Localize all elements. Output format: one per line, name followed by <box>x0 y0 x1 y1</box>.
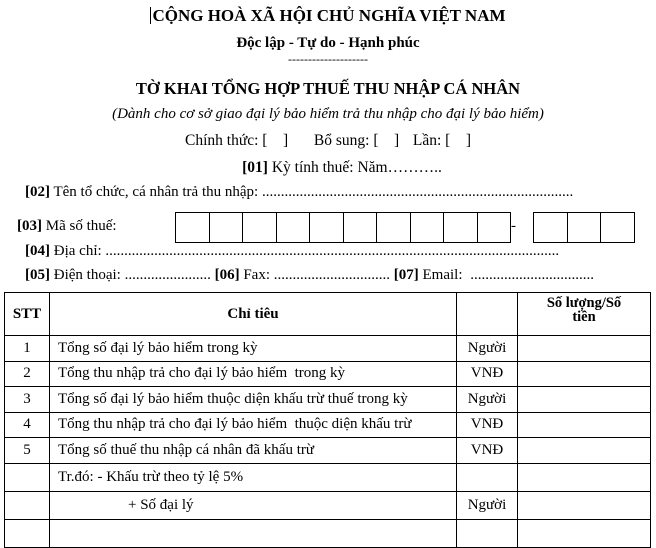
form-subtitle: (Dành cho cơ sở giao đại lý bảo hiểm trả thu nhập cho đại lý bảo hiểm) <box>112 106 544 122</box>
header-amount-line1: Số lượng/Số <box>546 295 622 311</box>
field-04-code: [04] <box>25 243 50 259</box>
row-indicator <box>50 519 457 547</box>
official-label: Chính thức: <box>185 132 259 149</box>
motto: Độc lập - Tự do - Hạnh phúc <box>236 35 420 51</box>
tax-code-digit-4[interactable] <box>276 212 310 243</box>
row-amount-input[interactable] <box>518 463 651 491</box>
row-stt <box>5 463 50 491</box>
row-unit <box>457 463 518 491</box>
field-03-code: [03] <box>17 218 42 234</box>
row-indicator: Tổng thu nhập trả cho đại lý bảo hiểm thuộc diện khấu trừ <box>50 412 457 438</box>
row-amount-input[interactable] <box>518 412 651 438</box>
tax-code-branch-digit-2[interactable] <box>567 212 601 243</box>
field-03-label: Mã số thuế: <box>45 218 117 234</box>
summary-table <box>4 292 651 548</box>
row-amount-input[interactable] <box>518 491 651 519</box>
row-stt <box>5 491 50 519</box>
header-stt: STT <box>5 293 50 336</box>
row-amount-input[interactable] <box>518 361 651 387</box>
tax-code-branch-digit-1[interactable] <box>533 212 567 243</box>
nation-heading-text: CỘNG HOÀ XÃ HỘI CHỦ NGHĨA VIỆT NAM <box>152 6 506 25</box>
row-amount-input[interactable] <box>518 387 651 413</box>
table-row <box>5 491 651 519</box>
tax-code-separator: - <box>511 218 516 234</box>
contact-line <box>25 267 594 284</box>
field-05-phone-input[interactable]: ....................... <box>124 267 211 283</box>
row-indicator: Tổng số đại lý bảo hiểm thuộc diện khấu trừ thuế trong kỳ <box>50 387 457 413</box>
field-01-period <box>0 159 656 177</box>
table-row <box>5 463 651 491</box>
official-checkbox[interactable]: [ ] <box>262 132 289 149</box>
table-header-row <box>5 293 651 336</box>
row-indicator: Tổng số thuế thu nhập cá nhân đã khấu trừ <box>50 438 457 464</box>
field-04-label: Địa chỉ: <box>53 243 102 259</box>
row-unit: Người <box>457 491 518 519</box>
tax-code-digit-10[interactable] <box>477 212 512 243</box>
field-02-label: Tên tổ chức, cá nhân trả thu nhập: <box>53 184 259 200</box>
table-row <box>5 361 651 387</box>
tax-code-main-boxes <box>175 212 511 243</box>
row-stt: 5 <box>5 438 50 464</box>
header-amount-line2: tiền <box>572 309 596 325</box>
row-indicator: Tổng thu nhập trả cho đại lý bảo hiểm trong kỳ <box>50 361 457 387</box>
table-row <box>5 336 651 362</box>
times-field[interactable]: [ ] <box>445 132 471 149</box>
tax-code-digit-5[interactable] <box>309 212 343 243</box>
header-indicator: Chỉ tiêu <box>50 293 457 336</box>
table-row <box>5 412 651 438</box>
field-05-label: Điện thoại: <box>53 267 121 283</box>
row-stt: 3 <box>5 387 50 413</box>
row-indicator: Tr.đó: - Khấu trừ theo tỷ lệ 5% <box>50 463 457 491</box>
field-07-email-input[interactable]: ................................. <box>470 267 594 283</box>
tax-code-digit-6[interactable] <box>343 212 377 243</box>
field-02-input[interactable]: ................................................................................... <box>261 184 574 200</box>
row-stt: 1 <box>5 336 50 362</box>
field-06-label: Fax: <box>243 267 270 283</box>
row-unit: VNĐ <box>457 438 518 464</box>
field-01-label[interactable]: Kỳ tính thuế: Năm……….. <box>271 159 442 176</box>
tax-code-digit-3[interactable] <box>242 212 276 243</box>
row-amount-input[interactable] <box>518 519 651 547</box>
divider-rule: -------------------- <box>288 52 368 66</box>
row-stt <box>5 519 50 547</box>
supplement-checkbox[interactable]: [ ] <box>373 132 400 149</box>
tax-code-branch-boxes <box>533 212 635 243</box>
tax-code-digit-1[interactable] <box>175 212 209 243</box>
row-indicator: Tổng số đại lý bảo hiểm trong kỳ <box>50 336 457 362</box>
field-06-code: [06] <box>214 267 240 283</box>
field-04-input[interactable]: ......................................................................................................................... <box>105 243 560 259</box>
form-title: TỜ KHAI TỔNG HỢP THUẾ THU NHẬP CÁ NHÂN <box>135 79 521 98</box>
field-01-code: [01] <box>242 159 268 176</box>
field-02-code: [02] <box>25 184 50 200</box>
row-stt: 4 <box>5 412 50 438</box>
tax-code-digit-2[interactable] <box>209 212 243 243</box>
row-stt: 2 <box>5 361 50 387</box>
table-row <box>5 387 651 413</box>
row-unit: VNĐ <box>457 361 518 387</box>
row-amount-input[interactable] <box>518 336 651 362</box>
header-amount <box>518 293 651 336</box>
row-amount-input[interactable] <box>518 438 651 464</box>
row-unit <box>457 519 518 547</box>
row-unit: Người <box>457 387 518 413</box>
table-row <box>5 438 651 464</box>
field-07-code: [07] <box>393 267 419 283</box>
row-unit: Người <box>457 336 518 362</box>
tax-code-digit-8[interactable] <box>410 212 444 243</box>
field-03-tax-code-label <box>17 218 117 235</box>
field-05-code: [05] <box>25 267 50 283</box>
tax-code-digit-9[interactable] <box>443 212 477 243</box>
table-row <box>5 519 651 547</box>
field-06-fax-input[interactable]: ............................... <box>273 267 390 283</box>
nation-heading <box>0 6 656 26</box>
field-07-label: Email: <box>422 267 463 283</box>
times-label: Lần: <box>412 132 442 149</box>
row-indicator: + Số đại lý <box>50 491 457 519</box>
row-unit: VNĐ <box>457 412 518 438</box>
field-02-payer-name <box>25 184 573 201</box>
supplement-label: Bổ sung: <box>313 132 370 149</box>
tax-code-branch-digit-3[interactable] <box>600 212 635 243</box>
declaration-type-line <box>0 132 656 150</box>
tax-code-digit-7[interactable] <box>376 212 410 243</box>
header-unit <box>457 293 518 336</box>
field-04-address <box>25 243 559 260</box>
